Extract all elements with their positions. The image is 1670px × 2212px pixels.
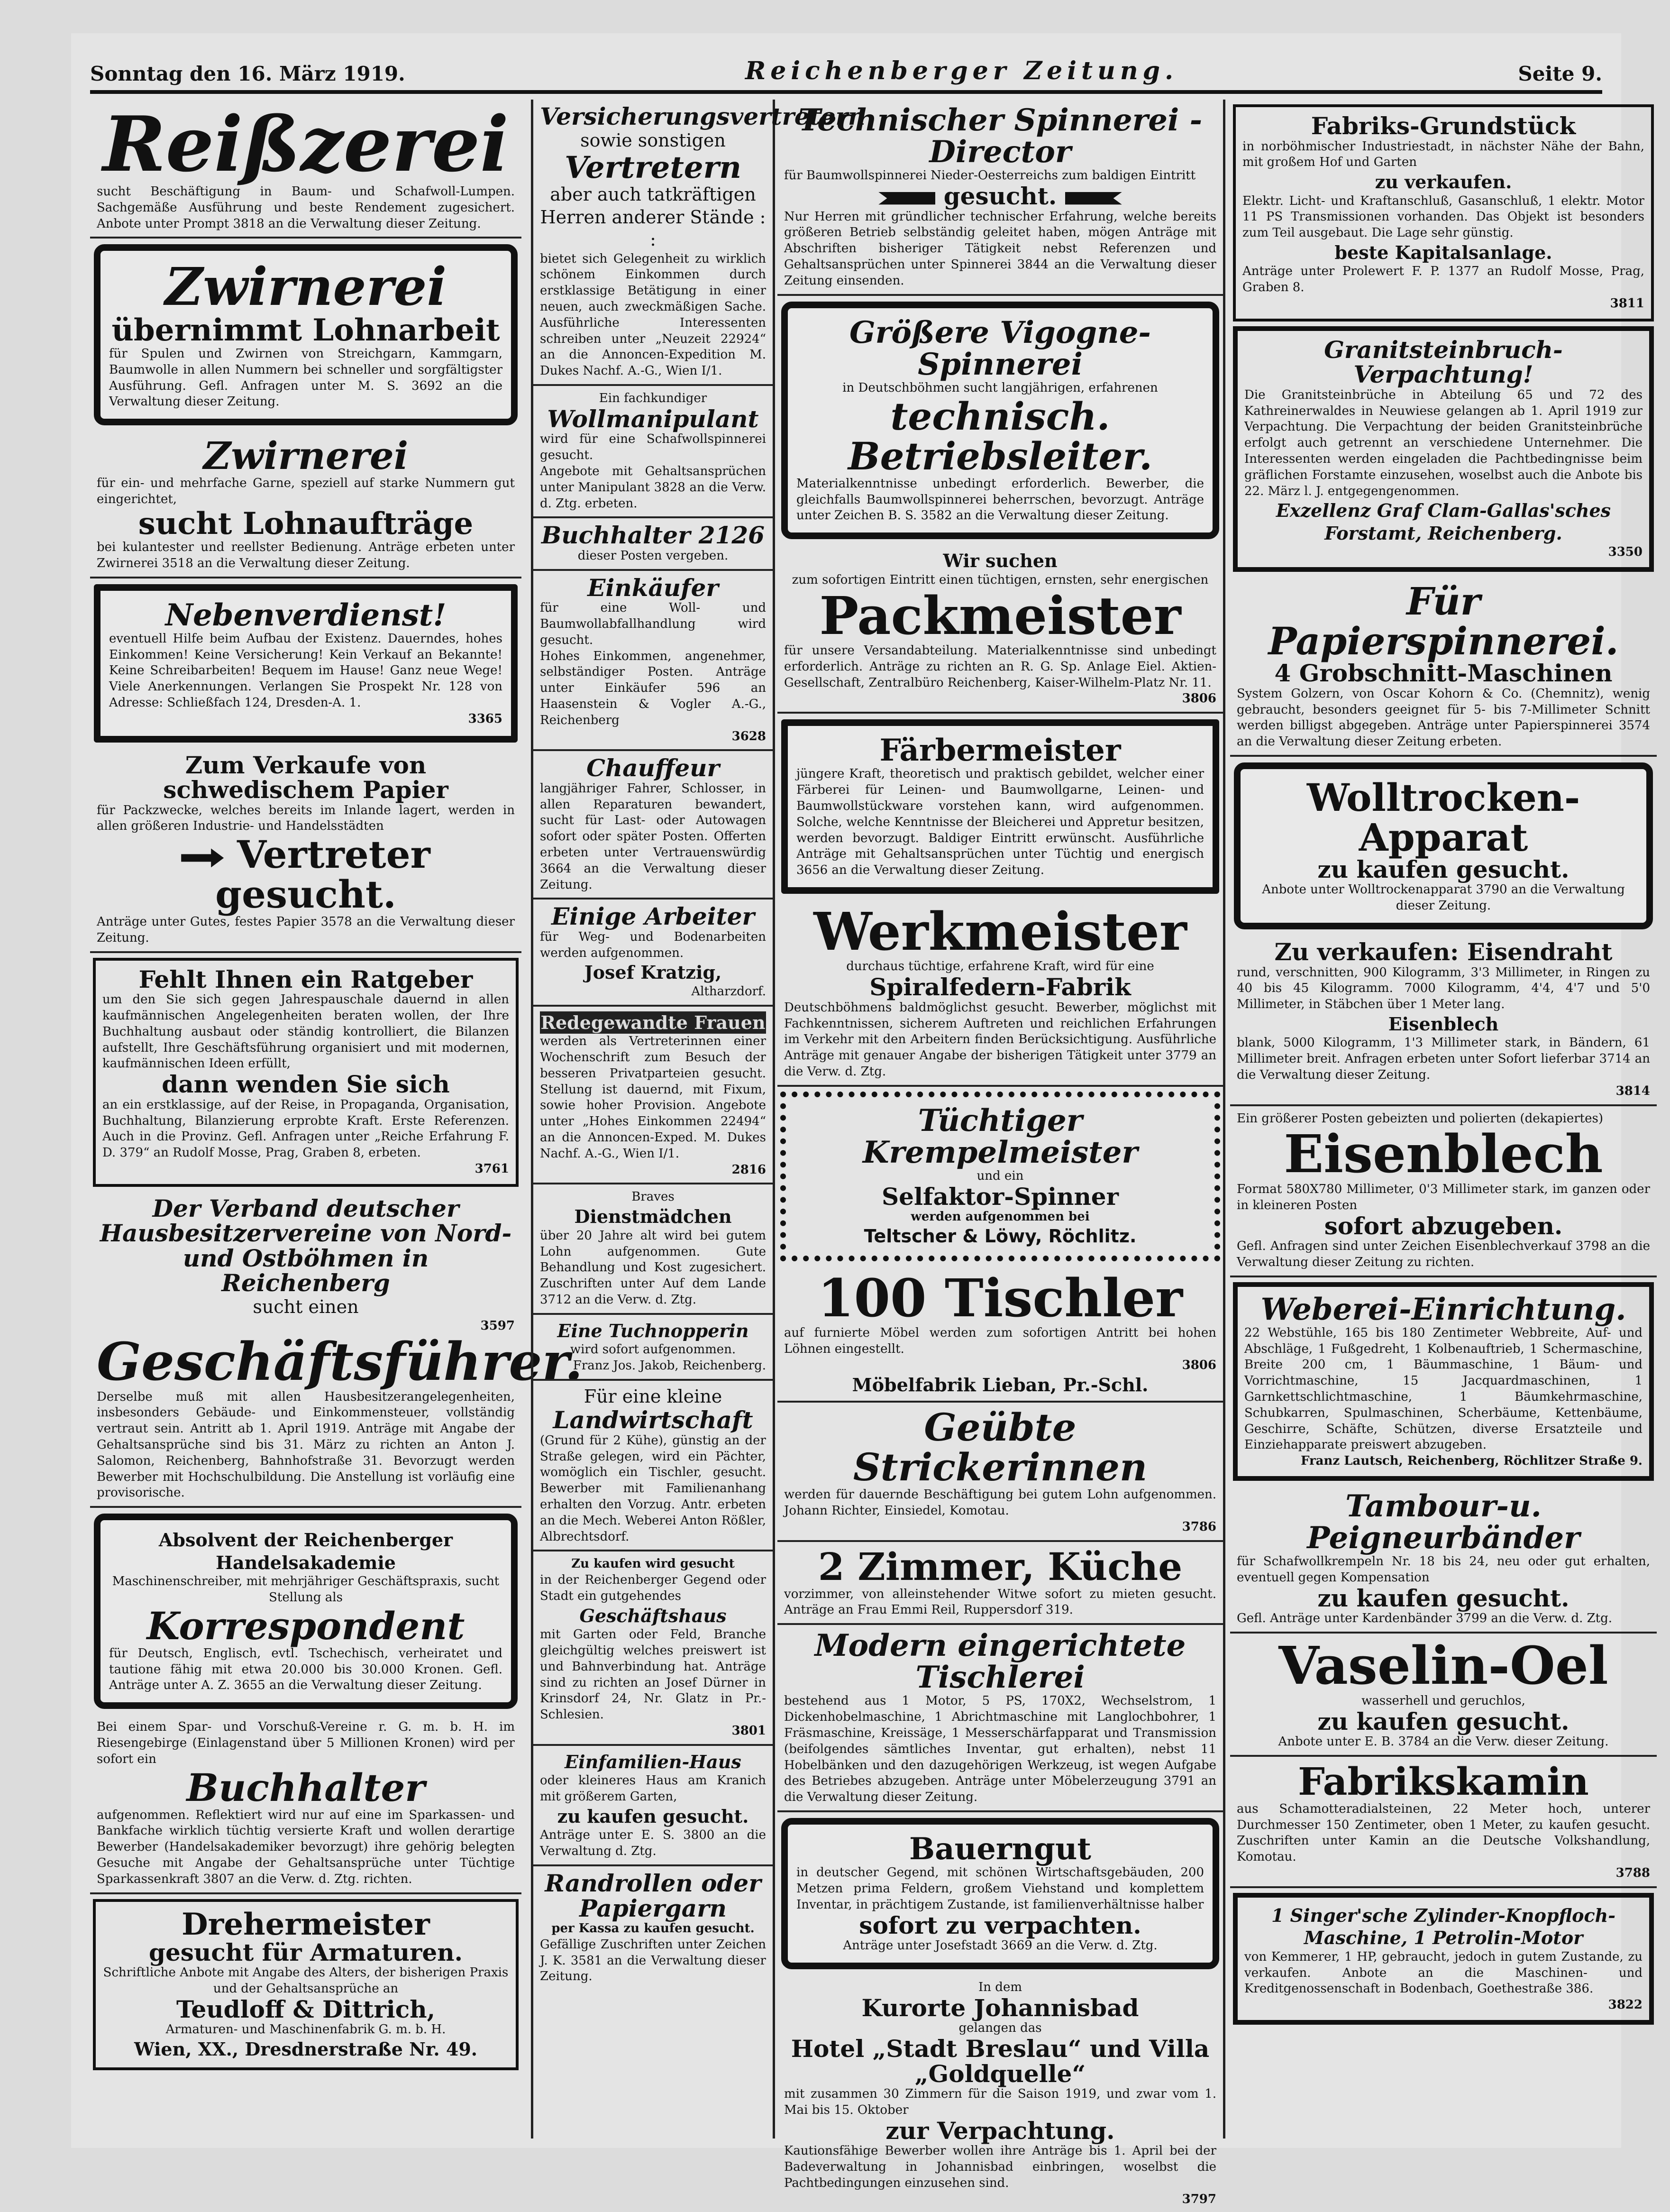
ad-body: zum sofortigen Eintritt einen tüchtigen, ernsten, sehr energischen [792, 572, 1209, 587]
ad-wolltrocken-apparat [1234, 762, 1653, 929]
ad-body: werden für dauernde Beschäftigung bei gutem Lohn aufgenommen. Johann Richter, Einsiedel, Komotau. [784, 1487, 1216, 1518]
ad-code: 3822 [1608, 1998, 1643, 2012]
ad-drehermeister [93, 1899, 519, 2070]
ad-title: Zu verkaufen: Eisendraht [1274, 938, 1613, 966]
ad-body: um den Sie sich gegen Jahrespauschale dauernd in allen kaufmännischen Angelegenheiten beraten wollen, der Ihre Buchhaltung ausbaut oder ständig kontrolliert, die Bilanzen aufstellt, Ihre Geschäftsführung organisiert und mit modernen, kaufmännischen Ideen erfüllt, [102, 992, 509, 1071]
ad-title: Technischer Spinnerei - Director [798, 102, 1203, 170]
ad-pre: Wir suchen [943, 550, 1058, 572]
ad-sub: per Kassa zu kaufen gesucht. [551, 1921, 755, 1936]
ad-sub: technisch. Betriebsleiter. [848, 394, 1153, 478]
ad-code: 3761 [475, 1161, 509, 1176]
ad-body: in deutscher Gegend, mit schönen Wirtschaftsgebäuden, 200 Metzen prima Feldern, großem Viehstand und komplettem Inventar, in prächtigem Zustande, ist familienverhältnisse halber [796, 1865, 1204, 1912]
ad-firm: Teudloff & Dittrich, [176, 1995, 436, 2023]
ad-body: von Kemmerer, 1 HP, gebraucht, jedoch in gutem Zustande, zu verkaufen. Anbote an die Maschinen- und Kreditgenossenschaft in Bodenbach, Goethestraße 386. [1244, 1949, 1643, 1996]
ad-sub-2: beste Kapitalsanlage. [1334, 241, 1552, 263]
ad-title: Tambour-u. Peigneurbänder [1307, 1488, 1580, 1556]
ad-body: wird für eine Schafwollspinnerei gesucht. [540, 432, 766, 463]
ad-body: für Schafwollkrempeln Nr. 18 bis 24, neu oder gut erhalten, eventuell gegen Kompensation [1237, 1554, 1650, 1585]
ad-geschaeftshaus [533, 1551, 773, 1745]
ad-title: Der Verband deutscher Hausbesitzervereine von Nord- und Ostböhmen in Reichenberg [100, 1194, 512, 1297]
ad-firm: Teltscher & Löwy, Röchlitz. [864, 1226, 1137, 1247]
column-1 [90, 100, 583, 2139]
ad-firm: Franz Jos. Jakob, Reichenberg. [573, 1358, 766, 1373]
ad-code: 3786 [1182, 1519, 1216, 1534]
ad-pre: für ein- und mehrfache Garne, speziell auf starke Nummern gut eingerichtet, [97, 476, 515, 507]
ad-werkmeister [777, 899, 1223, 1087]
ad-body-2: Deutschböhmens baldmöglichst gesucht. Bewerber, möglichst mit Fachkenntnissen, sicherem Auftreten und reichlichen Erfahrungen im Verkehr mit den Arbeitern finden Berücksichtigung. Ausführliche Anträge mit genauer Angabe der bisherigen Tätigkeit unter 3779 an die Verw. d. Ztg. [784, 1000, 1216, 1079]
ad-sub-1: sowie sonstigen [580, 129, 726, 151]
ad-title: Kurorte Johannisbad [861, 1993, 1139, 2022]
ad-body: (Grund für 2 Kühe), günstig an der Straße gelegen, wird ein Pächter, womöglich ein Tischler, gesucht. Bewerber mit Familienanhang erhalten den Vorzug. Antr. erbeten an die Mech. Weberei Anton Rößler, Albrechtsdorf. [540, 1433, 766, 1544]
ad-body-2: Gefl. Anfragen sind unter Zeichen Eisenblechverkauf 3798 an die Verwaltung dieser Zeitung zu richten. [1237, 1239, 1650, 1269]
ad-body-3: Kautionsfähige Bewerber wollen ihre Anträge bis 1. April bei der Badeverwaltung in Johannisbad einbringen, woselbst die Pachtbedingungen einzusehen sind. [784, 2144, 1216, 2190]
ad-subtitle: dann wenden Sie sich [162, 1070, 450, 1099]
ad-krempelmeister [780, 1092, 1220, 1261]
ad-title: Vaselin-Oel [1278, 1635, 1608, 1697]
ad-sub-3: aber auch tatkräftigen Herren anderer Stände : : [540, 184, 766, 250]
ad-eisendraht [1230, 935, 1657, 1106]
ad-body: vorzimmer, von alleinstehender Witwe sofort zu mieten gesucht. Anträge an Frau Emmi Reil, Ruppersdorf 319. [784, 1587, 1216, 1617]
ad-body-2: für Deutsch, Englisch, evtl. Tschechisch, verheiratet und tautione fähig mit etwa 20.000 bis 30.000 Kronen. Gefl. Anträge unter A. Z. 3655 an die Verwaltung dieser Zeitung. [109, 1646, 502, 1693]
ad-versicherungsvertreter [533, 100, 866, 386]
ad-title: Zwirnerei [203, 433, 409, 478]
ad-redegewandte-frauen [533, 1007, 773, 1185]
ad-vigogne-spinnerei [781, 302, 1219, 540]
ad-title: 1 Singer'sche Zylinder-Knopfloch-Maschine, 1 Petrolin-Motor [1271, 1904, 1616, 1949]
ad-code: 3806 [1182, 691, 1216, 706]
ad-body-2: Anbote unter E. B. 3784 an die Verw. dieser Zeitung. [1278, 1735, 1609, 1749]
ad-granitsteinbruch [1233, 326, 1654, 572]
ad-sub: zu verkaufen. [1375, 171, 1512, 193]
ad-title: Wolltrocken-Apparat [1306, 775, 1580, 860]
ad-title: Fabriks-Grundstück [1311, 112, 1576, 140]
ad-hausbesitzerverband [90, 1192, 583, 1508]
ad-address: Altharzdorf. [691, 984, 766, 999]
ad-title: Geübte Strickerinnen [853, 1405, 1148, 1490]
ad-zwirnerei-lohnauftraege [90, 431, 521, 578]
ad-body-2: an ein erstklassige, auf der Reise, in Propaganda, Organisation, Buchhaltung, Bilanzierung erprobte Kraft. Erste Referenzen. Auch in die Provinz. Gefl. Anfragen unter „Reiche Erfahrung F. D. 379“ an Rudolf Mosse, Prag, Graben 8, erbeten. [102, 1097, 509, 1160]
column-4 [1230, 100, 1657, 2139]
ad-body-2: Hohes Einkommen, angenehmer, selbständiger Posten. Anträge unter Einkäufer 596 an Haasenstein & Vogler A.-G., Reichenberg [540, 649, 766, 727]
ad-title: Randrollen oder Papiergarn [545, 1869, 761, 1922]
ad-body-2: Gefl. Anträge unter Kardenbänder 3799 an die Verw. d. Ztg. [1237, 1611, 1613, 1626]
ad-pre: für Packzwecke, welches bereits im Inlande lagert, werden in allen größeren Industrie- und Handelsstädten [97, 803, 515, 834]
ad-title: Drehermeister [182, 1906, 430, 1942]
ad-code: 2816 [731, 1162, 766, 1177]
ad-body: Anträge unter Gutes, festes Papier 3578 an die Verwaltung dieser Zeitung. [97, 915, 515, 945]
newspaper-page [71, 33, 1650, 2206]
ad-100-tischler [777, 1266, 1223, 1403]
ad-tambour-peigneurbaender [1230, 1486, 1657, 1634]
ad-sub: zu kaufen gesucht. [557, 1805, 749, 1827]
ad-sub: Spiralfedern-Fabrik [869, 973, 1131, 1001]
column-2 [531, 100, 866, 2139]
ad-address: Wien, XX., Dresdnerstraße Nr. 49. [134, 2038, 477, 2060]
ad-tuchnopperin [533, 1315, 773, 1381]
ad-body: eventuell Hilfe beim Aufbau der Existenz. Dauerndes, hohes Einkommen! Keine Versicherung! Kein Verkauf an Bekannte! Keine Schreibarbeiten! Bequem im Hause! Ganz neue Wege! Viele Anerkennungen. Verlangen Sie Prospekt Nr. 128 von Adresse: Schließfach 124, Dresden-A. 1. [109, 631, 502, 710]
ad-body: für Baumwollspinnerei Nieder-Oesterreichs zum baldigen Eintritt [784, 168, 1196, 183]
ad-sub: Hotel „Stadt Breslau“ und Villa „Goldquelle“ [791, 2035, 1210, 2088]
ad-wollmanipulant [533, 386, 773, 518]
ad-title: Modern eingerichtete Tischlerei [814, 1628, 1186, 1696]
ad-title: Versicherungsvertretern [540, 102, 866, 130]
ad-body: durchaus tüchtige, erfahrene Kraft, wird für eine [846, 959, 1154, 974]
ad-body: über 20 Jahre alt wird bei gutem Lohn aufgenommen. Gute Behandlung und Kost zugesichert. Zuschriften unter Auf dem Lande 3712 an die Verw. d. Ztg. [540, 1228, 766, 1307]
ad-packmeister [777, 545, 1223, 714]
ad-bauerngut [781, 1818, 1219, 1969]
ad-body: in norböhmischer Industriestadt, in nächster Nähe der Bahn, mit großem Hof und Garten [1242, 139, 1644, 170]
ad-randrollen [533, 1866, 773, 1990]
ad-body: Derselbe muß mit allen Hausbesitzerangelegenheiten, insbesonders Gebäude- und Einkommensteuer, vollständig vertraut sein. Antritt ab 1. April 1919. Anträge mit Angabe der Gehaltsansprüche sind bis 31. März zu richten an Anton J. Salomon, Reichenberg, Bahnhofstraße 31. Bevorzugt werden Bewerber mit Hochschulbildung. Die Anstellung ist vorläufig eine provisorische. [97, 1389, 515, 1500]
ad-title: Größere Vigogne-Spinnerei [849, 314, 1151, 382]
ad-code: 3806 [1182, 1358, 1216, 1372]
ad-title: Färbermeister [879, 733, 1121, 769]
ad-body: jüngere Kraft, theoretisch und praktisch gebildet, welcher einer Färberei für Leinen- und Baumwollgarne, Leinen- und Baumwollstückware vorstehen kann, wird aufgenommen. Solche, welche Kenntnisse der Bleicherei und Appretur besitzen, werden bevorzugt. Baldiger Eintritt erwünscht. Ausführliche Anträge mit Gehaltsansprüchen unter Tüchtig und energisch 3656 an die Verwaltung dieser Zeitung. [796, 767, 1204, 878]
ad-pre: Ein größerer Posten gebeizten und polierten (dekapiertes) [1237, 1111, 1604, 1126]
ad-title: Einkäufer [587, 573, 719, 602]
ad-body-2: Nur Herren mit gründlicher technischer Erfahrung, welche bereits größeren Betrieb selbständig geleitet haben, mögen Anträge mit Abschriften bisheriger Tätigkeit nebst Referenzen und Gehaltsansprüchen unter Spinnerei 3844 an die Verwaltung dieser Zeitung einsenden. [784, 209, 1216, 288]
ad-buchhalter-2126 [533, 518, 773, 570]
ad-sub: zu kaufen gesucht. [1317, 855, 1570, 883]
ad-body: bestehend aus 1 Motor, 5 PS, 170X2, Wechselstrom, 1 Dickenhobelmaschine, 1 Abrichtmaschine mit Langlochbohrer, 1 Fräsmaschine, Kreissäge, 1 Messerschärfapparat und Transmission (beifolgendes sämtliches Inventar, gut erhalten), nebst 11 Hobelbänken und den dazugehörigen Werkzeug, ist wegen Aufgabe des Betriebes abzugeben. Anträge unter Möbelerzeugung 3791 an die Verwaltung dieser Zeitung. [784, 1694, 1216, 1805]
ad-code: 3797 [1182, 2192, 1216, 2206]
ad-body: auf furnierte Möbel werden zum sofortigen Antritt bei hohen Löhnen eingestellt. [784, 1326, 1216, 1357]
ad-code: 3811 [1610, 296, 1644, 311]
ad-body-2: Elektr. Licht- und Kraftanschluß, Gasanschluß, 1 elektr. Motor 11 PS Transmissionen vorhanden. Das Objekt ist besonders zum Teil ausgebaut. Die Lage sehr günstig. [1242, 193, 1644, 240]
ad-vaselin-oel [1230, 1634, 1657, 1757]
ad-code: 3814 [1615, 1083, 1650, 1098]
ad-sub-2: Vertretern [565, 150, 741, 185]
ad-title: Zum Verkaufe von schwedischem Papier [163, 751, 448, 804]
ad-title: Korrespondent [146, 1603, 465, 1648]
ad-einfamilienhaus [533, 1746, 773, 1866]
ad-papierspinnerei [1230, 577, 1657, 757]
ad-title: Landwirtschaft [553, 1406, 753, 1434]
ad-einige-arbeiter [533, 899, 773, 1006]
ad-title: Wollmanipulant [547, 404, 759, 433]
ad-pre: Ein fachkundiger [599, 391, 707, 406]
ad-body: rund, verschnitten, 900 Kilogramm, 3'3 Millimeter, in Ringen zu 40 bis 45 Kilogramm. 7000 Kilogramm, 4'4, 4'7 und 5'0 Millimeter, in Stäbchen über 1 Meter lang. [1237, 965, 1650, 1012]
ad-body: wasserhell und geruchlos, [1361, 1693, 1525, 1708]
ad-subtitle: Vertreter gesucht. [215, 832, 430, 917]
ad-body: für Weg- und Bodenarbeiten werden aufgenommen. [540, 929, 766, 960]
ad-body: in Deutschböhmen sucht langjährigen, erfahrenen [842, 381, 1158, 395]
ad-dienstmaedchen [533, 1184, 773, 1314]
ad-weberei-einrichtung [1233, 1282, 1654, 1481]
ad-firm: Franz Lautsch, Reichenberg, Röchlitzer Straße 9. [1300, 1454, 1643, 1469]
ad-tischlerei [777, 1625, 1223, 1812]
ad-strickerinnen [777, 1403, 1223, 1542]
ad-title: Granitsteinbruch-Verpachtung! [1324, 335, 1563, 389]
ad-title: Einige Arbeiter [551, 902, 755, 931]
ad-body: Die Granitsteinbrüche in Abteilung 65 und 72 des Kathreinerwaldes in Neuwiese gelangen ab 1. April 1919 zur Verpachtung. Die Verpachtung der beiden Granitsteinbrüche erfolgt auch getrennt an verschiedene Unternehmer. Die Interessenten werden eingeladen die Pachtbedingnisse beim gräflichen Forstamte einzusehen, woselbst auch die Anbote bis 22. März l. J. entgegengenommen. [1244, 387, 1643, 498]
ad-title: Zwirnerei [164, 256, 447, 318]
ad-sub: sofort zu verpachten. [859, 1911, 1141, 1939]
ad-code: 3597 [480, 1319, 515, 1333]
ad-title: Fehlt Ihnen ein Ratgeber [138, 965, 473, 993]
ad-fabriks-grundstueck [1233, 104, 1654, 321]
ad-body: bietet sich Gelegenheit zu wirklich schönem Einkommen durch erstklassige Betätigung in einer neuen, auch zweckmäßigen Sache. Ausführliche Interessenten schreiben unter „Neuzeit 22924“ an die Annoncen-Expedition M. Dukes Nachf. A.-G., Wien I/1. [540, 251, 766, 378]
ad-code: 3628 [731, 729, 766, 743]
ad-pre: In dem [978, 1980, 1022, 1994]
ad-subtitle: gesucht für Armaturen. [149, 1938, 463, 1966]
ad-chauffeur [533, 751, 773, 899]
ad-pre: Bei einem Spar- und Vorschuß-Vereine r. G. m. b. H. im Riesengebirge (Einlagenstand über 5 Millionen Kronen) wird per sofort ein [97, 1720, 515, 1766]
ad-sub: zu kaufen gesucht. [1317, 1707, 1570, 1735]
masthead-paper-title: Reichenberger Zeitung. [745, 56, 1178, 85]
ad-body: werden als Vertreterinnen einer Wochenschrift zum Besuch der besseren Privatparteien gesucht. Stellung ist dauernd, mit Fixum, sowie hoher Provision. Angebote unter „Hohes Einkommen 22494“ an die Annoncen-Exped. M. Dukes Nachf. A.-G., Wien I/1. [540, 1034, 766, 1161]
ad-body: langjähriger Fahrer, Schlosser, in allen Reparaturen bewandert, sucht für Last- oder Autowagen sofort oder später Posten. Offerten erbeten unter Vertrauenswürdig 3664 an die Verwaltung dieser Zeitung. [540, 781, 766, 892]
ad-title: Fabrikskamin [1298, 1759, 1589, 1804]
ad-body-2: Anträge unter Josefstadt 3669 an die Verw. d. Ztg. [843, 1938, 1158, 1953]
ad-title: Werkmeister [813, 900, 1187, 962]
ad-body: bei kulantester und reellster Bedienung. Anträge erbeten unter Zwirnerei 3518 an die Verwaltung dieser Zeitung. [97, 540, 515, 570]
ad-sub: Selfaktor-Spinner [882, 1182, 1119, 1211]
ad-body: für eine Woll- und Baumwollabfallhandlung wird gesucht. [540, 601, 766, 647]
ad-landwirtschaft [533, 1381, 773, 1552]
ad-body-2: für unsere Versandabteilung. Materialkenntnisse sind unbedingt erforderlich. Anträge zu richten an R. G. Sp. Anlage Eiel. Aktien-Gesellschaft, Zentralbüro Reichenberg, Kaiser-Wilhelm-Platz Nr. 11. [784, 643, 1216, 690]
ad-pre: Für eine kleine [584, 1386, 722, 1407]
ad-body-2: Anträge unter E. S. 3800 an die Verwaltung d. Ztg. [540, 1828, 766, 1859]
ad-body: Anbote unter Wolltrockenapparat 3790 an die Verwaltung dieser Zeitung. [1262, 882, 1625, 913]
ad-buchhalter [90, 1715, 521, 1894]
ad-title: Für Papierspinnerei. [1268, 579, 1619, 664]
ad-fabrikskamin [1230, 1757, 1657, 1888]
ad-sub: zu kaufen gesucht. [1317, 1584, 1570, 1612]
ad-pre: Braves [631, 1190, 675, 1204]
ad-title: Eine Tuchnopperin [557, 1320, 749, 1341]
ad-body: für Spulen und Zwirnen von Streichgarn, Kammgarn, Baumwolle in allen Nummern bei schneller und sorgfältigster Ausführung. Gefl. Anfragen unter M. S. 3692 an die Verwaltung dieser Zeitung. [109, 347, 502, 409]
ad-johannisbad [777, 1975, 1223, 2212]
ad-subtitle: übernimmt Lohnarbeit [111, 312, 500, 348]
ad-body-2: Materialkenntnisse unbedingt erforderlich. Bewerber, die gleichfalls Baumwollspinnerei beherrschen, bevorzugt. Anträge unter Zeichen B. S. 3582 an die Verwaltung dieser Zeitung. [796, 476, 1204, 523]
ad-title: Tüchtiger Krempelmeister [862, 1102, 1138, 1170]
ad-einkaeufer [533, 571, 773, 752]
ad-title: 100 Tischler [817, 1267, 1183, 1329]
ad-title: Nebenverdienst! [165, 597, 447, 633]
ad-eisenblech [1230, 1106, 1657, 1277]
ad-pre: Absolvent der Reichenberger Handelsakademie [158, 1529, 453, 1573]
ad-code: 3350 [1608, 545, 1643, 560]
masthead [90, 43, 1602, 94]
ad-sub: Eisenblech [1388, 1013, 1499, 1035]
ad-sub-2: zur Verpachtung. [885, 2116, 1115, 2145]
ad-code: 3365 [468, 711, 502, 726]
ad-title: Reißzerei [102, 100, 509, 189]
ad-korrespondent [94, 1514, 518, 1709]
ad-sub: sofort abzugeben. [1324, 1212, 1563, 1240]
ad-firm: Exzellenz Graf Clam-Gallas'sches Forstamt, Reichenberg. [1276, 500, 1611, 544]
ad-title: Buchhalter 2126 [541, 521, 765, 550]
ad-pre: und ein [976, 1169, 1024, 1184]
ad-body-2: Angebote mit Gehaltsansprüchen unter Manipulant 3828 an die Verw. d. Ztg. erbeten. [540, 464, 766, 511]
ad-faerbermeister [781, 719, 1219, 894]
ad-body: werden aufgenommen bei [911, 1210, 1090, 1224]
ad-zwirnerei-lohnarbeit [94, 244, 518, 425]
ad-body: 22 Webstühle, 165 bis 180 Zentimeter Webbreite, Auf- und Abschläge, 1 Fußgedreht, 1 Kolbenauftrieb, 1 Schermaschine, Breite 200 cm, 1 Bäummaschine, 1 Bäum- und Vorrichtmaschine, 15 Jacquardmaschinen, 1 Garnkettschlichtmaschine, 1 Bäumkehrmaschine, Schubkarren, Spulmaschinen, Scherbäume, Kettenbäume, Geschirre, Schäfte, Schützen, diverse Ersatzteile und Einziehapparate preiswert abzugeben. [1244, 1325, 1643, 1452]
ad-body-3: Anträge unter Prolewert F. P. 1377 an Rudolf Mosse, Prag, Graben 8. [1242, 264, 1644, 295]
ad-firm: Möbelfabrik Lieban, Pr.-Schl. [852, 1374, 1149, 1395]
ad-body: aus Schamotteradialsteinen, 22 Meter hoch, unterer Durchmesser 150 Zentimeter, oben 1 Meter, zu kaufen gesucht. Zuschriften unter Kamin an die Deutsche Volkshandlung, Komotau. [1237, 1801, 1650, 1864]
ad-sub: gesucht. [943, 182, 1057, 211]
ad-code: 3801 [731, 1724, 766, 1738]
ad-body-2: mit Garten oder Feld, Branche gleichgültig welches preiswert ist und Bahnverbindung hat. Anträge sind zu richten an Josef Dürner in Krinsdorf 24, Nr. Glatz in Pr.-Schlesien. [540, 1627, 766, 1722]
ad-title: 2 Zimmer, Küche [818, 1544, 1183, 1589]
ad-title: Redegewandte Frauen [540, 1011, 766, 1033]
ad-body: oder kleineres Haus am Kranich mit größerem Garten, [540, 1773, 766, 1804]
ad-body: wird sofort aufgenommen. [570, 1342, 736, 1357]
ad-body: aufgenommen. Reflektiert wird nur auf eine im Sparkassen- und Bankfache wirklich tüchtig versierte Kraft und wollen derartige Bewerber (Handelsakademiker bevorzugt) ihre gehörig belegten Gesuche mit Angabe der Gehaltsansprüche unter Tüchtige Sparkassenkraft 3807 an die Verw. d. Ztg. richten. [97, 1808, 515, 1886]
ad-body: Format 580X780 Millimeter, 0'3 Millimeter stark, im ganzen oder in kleineren Posten [1237, 1182, 1650, 1212]
ad-title: Bauerngut [909, 1831, 1091, 1867]
ad-body: gelangen das [958, 2021, 1042, 2036]
ad-body-2: mit zusammen 30 Zimmern für die Saison 1919, und zwar vom 1. Mai bis 15. Oktober [784, 2087, 1216, 2117]
pointing-hand-left-icon [878, 188, 935, 209]
ad-body-2: Armaturen- und Maschinenfabrik G. m. b. H. [165, 2022, 446, 2037]
masthead-date: Sonntag den 16. März 1919. [90, 62, 405, 85]
ad-body: in der Reichenberger Gegend oder Stadt ein gutgehendes [540, 1573, 766, 1603]
ad-title: Geschäftshaus [579, 1605, 727, 1626]
ad-2-zimmer-kueche [777, 1542, 1223, 1625]
ad-body-2: blank, 5000 Kilogramm, 1'3 Millimeter stark, in Bändern, 61 Millimeter breit. Anfragen erbeten unter Sofort lieferbar 3714 an die Verwaltung dieser Zeitung. [1237, 1036, 1650, 1083]
ad-title: Packmeister [819, 585, 1181, 646]
ad-reisserei [90, 100, 521, 239]
ad-pre: sucht einen [253, 1296, 359, 1317]
ad-sub: 4 Grobschnitt-Maschinen [1274, 659, 1613, 688]
ad-title: Buchhalter [186, 1765, 425, 1810]
ad-title: Dienstmädchen [574, 1206, 732, 1228]
ad-ratgeber [93, 958, 519, 1187]
ad-code: 3788 [1615, 1866, 1650, 1880]
ad-knopfloch-maschine [1233, 1893, 1654, 2025]
pointing-arrow-icon [181, 848, 224, 867]
ad-spinnerei-director [777, 100, 1223, 296]
pointing-hand-right-icon [1065, 188, 1122, 209]
ad-body: dieser Posten vergeben. [577, 548, 729, 563]
ad-title: Weberei-Einrichtung. [1260, 1291, 1626, 1327]
masthead-page-number: Seite 9. [1518, 62, 1602, 85]
ad-nebenverdienst [94, 584, 518, 743]
ad-body: Gefällige Zuschriften unter Zeichen J. K. 3581 an die Verwaltung dieser Zeitung. [540, 1937, 766, 1984]
ad-body: Schriftliche Anbote mit Angabe des Alters, der bisherigen Praxis und der Gehaltsansprüche an [103, 1965, 509, 1996]
ad-subtitle: sucht Lohnaufträge [138, 505, 474, 542]
ad-firm: Josef Kratzig, [584, 962, 722, 983]
ad-body: sucht Beschäftigung in Baum- und Schafwoll-Lumpen. Sachgemäße Ausführung und beste Rendement zugesichert. Anbote unter Prompt 3818 an die Verwaltung dieser Zeitung. [97, 184, 515, 231]
column-3 [777, 100, 1225, 2206]
ad-subtitle: Geschäftsführer. [97, 1331, 583, 1393]
ad-body: System Golzern, von Oscar Kohorn & Co. (Chemnitz), wenig gebraucht, besonders geeignet für 5- bis 7-Millimeter Schnitt werden billigst abgegeben. Anträge unter Papierspinnerei 3574 an die Verwaltung dieser Zeitung erbeten. [1237, 686, 1650, 749]
ad-title: Eisenblech [1284, 1123, 1603, 1185]
ad-title: Einfamilien-Haus [565, 1751, 741, 1772]
ad-body: Maschinenschreiber, mit mehrjähriger Geschäftspraxis, sucht Stellung als [112, 1574, 500, 1605]
ad-title: Chauffeur [586, 754, 720, 782]
ad-schwedisches-papier [90, 748, 521, 953]
ad-pre: Zu kaufen wird gesucht [571, 1557, 735, 1571]
